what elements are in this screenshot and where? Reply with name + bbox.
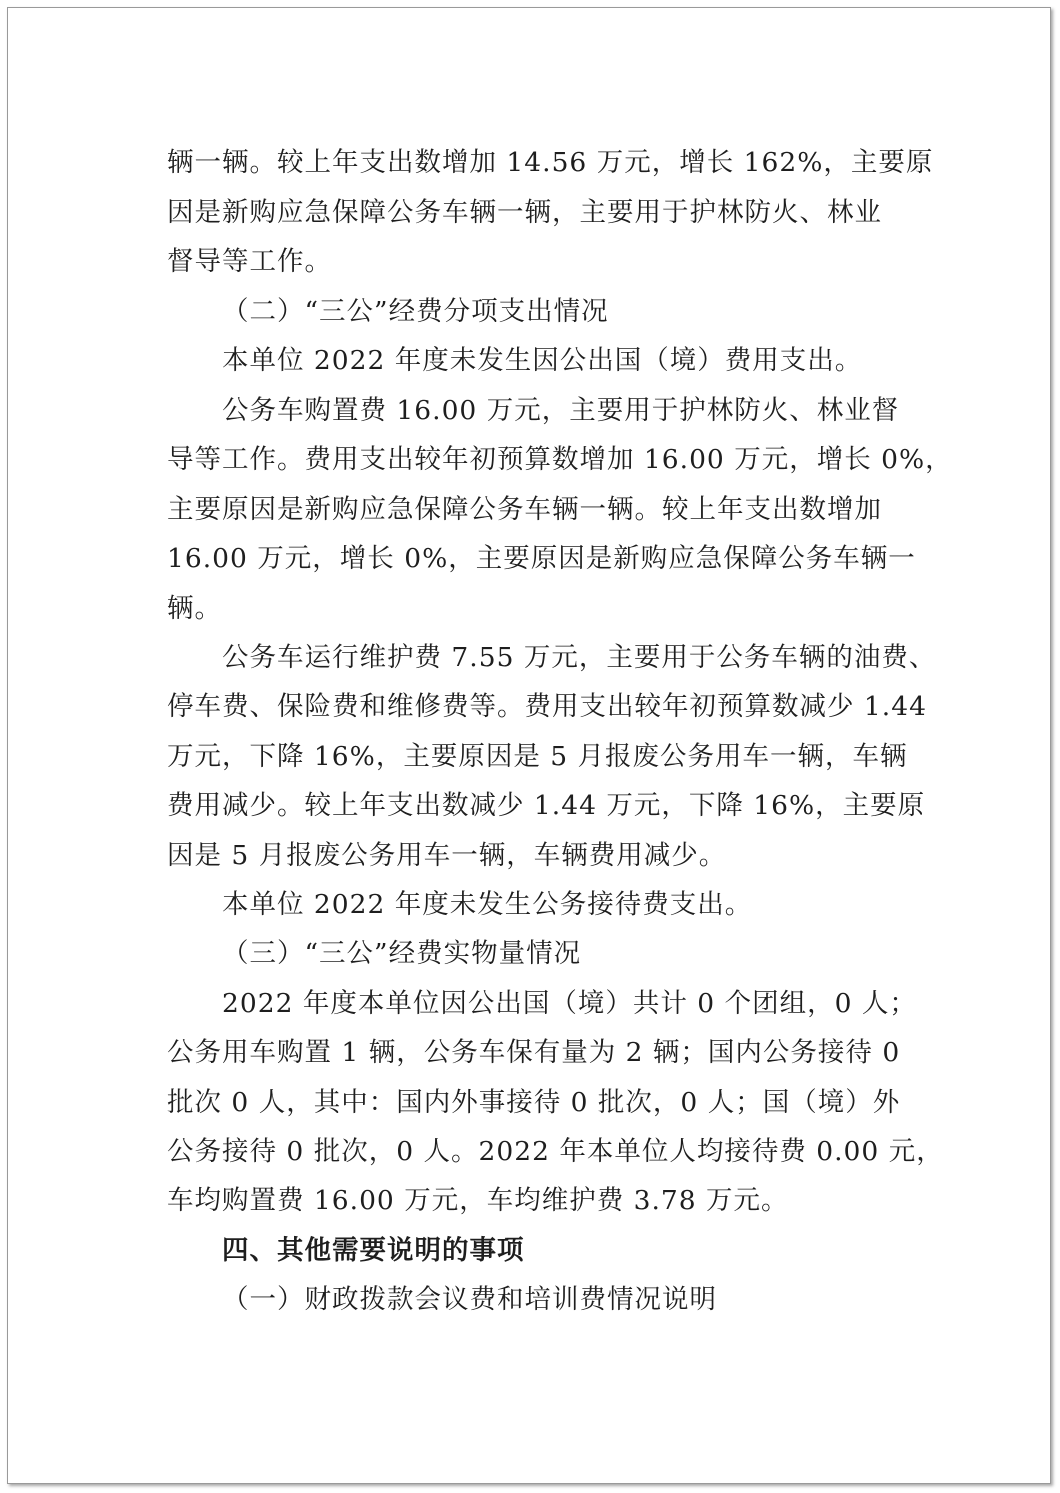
body-text-line: 万元，下降 16%，主要原因是 5 月报废公务用车一辆，车辆 [167,741,908,772]
body-text-line: 车均购置费 16.00 万元，车均维护费 3.78 万元。 [167,1185,789,1216]
body-text-line: 费用减少。较上年支出数减少 1.44 万元，下降 16%，主要原 [167,790,926,821]
body-text-line: 公务用车购置 1 辆，公务车保有量为 2 辆；国内公务接待 0 [167,1037,901,1068]
section-heading: （一）财政拨款会议费和培训费情况说明 [222,1284,717,1315]
body-text-line: 公务接待 0 批次，0 人。2022 年本单位人均接待费 0.00 元， [167,1136,944,1167]
body-text-line: 批次 0 人，其中：国内外事接待 0 批次，0 人；国（境）外 [167,1087,901,1118]
body-text-line: 主要原因是新购应急保障公务车辆一辆。较上年支出数增加 [167,494,882,525]
body-text-line: 导等工作。费用支出较年初预算数增加 16.00 万元，增长 0%， [167,444,953,475]
body-text-line: 本单位 2022 年度未发生公务接待费支出。 [222,889,753,920]
section-heading: （三）“三公”经费实物量情况 [222,938,582,969]
body-text-line: 公务车运行维护费 7.55 万元，主要用于公务车辆的油费、 [222,642,937,673]
body-text-line: 本单位 2022 年度未发生因公出国（境）费用支出。 [222,345,863,376]
body-text-line: 16.00 万元，增长 0%，主要原因是新购应急保障公务车辆一 [167,543,916,574]
chapter-heading: 四、其他需要说明的事项 [222,1235,525,1266]
body-text-line: 公务车购置费 16.00 万元，主要用于护林防火、林业督 [222,395,900,426]
body-text-line: 辆一辆。较上年支出数增加 14.56 万元，增长 162%，主要原 [167,147,934,178]
body-text-line: 因是 5 月报废公务用车一辆，车辆费用减少。 [167,840,727,871]
body-text-line: 2022 年度本单位因公出国（境）共计 0 个团组，0 人； [222,988,917,1019]
section-heading: （二）“三公”经费分项支出情况 [222,296,609,327]
body-text-line: 停车费、保险费和维修费等。费用支出较年初预算数减少 1.44 [167,691,927,722]
body-text-line: 督导等工作。 [167,246,332,277]
body-text-line: 辆。 [167,593,222,624]
body-text-line: 因是新购应急保障公务车辆一辆，主要用于护林防火、林业 [167,197,882,228]
